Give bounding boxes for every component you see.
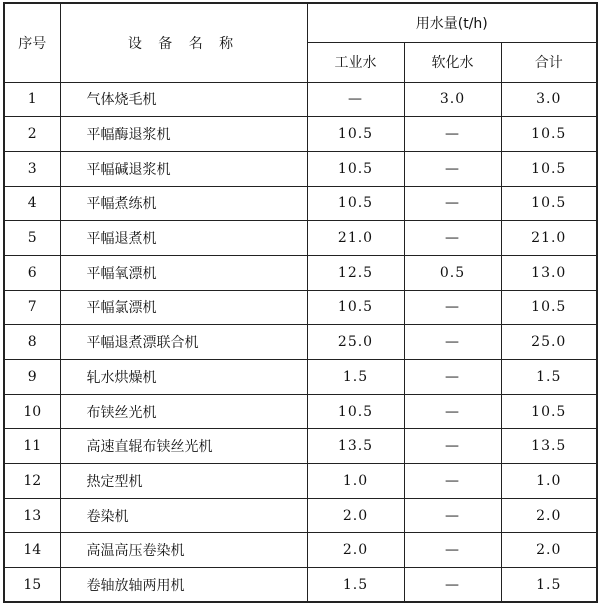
industrial-water-value: 10.5 <box>307 151 404 186</box>
equipment-name: 卷染机 <box>60 498 307 533</box>
softened-water-value: 3.0 <box>404 82 501 117</box>
row-number: 9 <box>4 360 60 395</box>
total-value: 10.5 <box>501 117 597 152</box>
industrial-water-value: — <box>307 82 404 117</box>
industrial-water-value: 2.0 <box>307 533 404 568</box>
table-row <box>4 394 597 429</box>
total-value: 10.5 <box>501 151 597 186</box>
equipment-name: 平幅酶退浆机 <box>60 117 307 152</box>
equipment-name: 卷轴放轴两用机 <box>60 568 307 603</box>
equipment-name: 平幅煮练机 <box>60 186 307 221</box>
industrial-water-value: 10.5 <box>307 290 404 325</box>
table-row <box>4 186 597 221</box>
table-row <box>4 290 597 325</box>
softened-water-value: — <box>404 394 501 429</box>
industrial-water-value: 25.0 <box>307 325 404 360</box>
equipment-name: 高速直辊布铗丝光机 <box>60 429 307 464</box>
equipment-name: 平幅退煮漂联合机 <box>60 325 307 360</box>
row-number: 10 <box>4 394 60 429</box>
total-value: 10.5 <box>501 394 597 429</box>
softened-water-value: — <box>404 533 501 568</box>
table-row <box>4 360 597 395</box>
total-value: 1.0 <box>501 464 597 499</box>
industrial-water-value: 10.5 <box>307 117 404 152</box>
total-value: 10.5 <box>501 186 597 221</box>
table-row <box>4 151 597 186</box>
softened-water-value: 0.5 <box>404 255 501 290</box>
table-row <box>4 498 597 533</box>
total-value: 21.0 <box>501 221 597 256</box>
softened-water-value: — <box>404 568 501 603</box>
industrial-water-value: 10.5 <box>307 394 404 429</box>
softened-water-value: — <box>404 186 501 221</box>
row-number: 5 <box>4 221 60 256</box>
table-row <box>4 221 597 256</box>
total-value: 1.5 <box>501 360 597 395</box>
header-softened-water: 软化水 <box>404 42 501 82</box>
row-number: 7 <box>4 290 60 325</box>
table-body <box>4 82 597 602</box>
table-row <box>4 117 597 152</box>
water-usage-table <box>3 2 598 603</box>
header-no: 序号 <box>4 3 60 82</box>
total-value: 2.0 <box>501 533 597 568</box>
industrial-water-value: 10.5 <box>307 186 404 221</box>
table-row <box>4 429 597 464</box>
softened-water-value: — <box>404 221 501 256</box>
equipment-name: 布铗丝光机 <box>60 394 307 429</box>
row-number: 3 <box>4 151 60 186</box>
header-industrial-water: 工业水 <box>307 42 404 82</box>
table-row <box>4 568 597 603</box>
industrial-water-value: 1.0 <box>307 464 404 499</box>
row-number: 8 <box>4 325 60 360</box>
table-row <box>4 464 597 499</box>
industrial-water-value: 21.0 <box>307 221 404 256</box>
row-number: 13 <box>4 498 60 533</box>
row-number: 15 <box>4 568 60 603</box>
header-total: 合计 <box>501 42 597 82</box>
total-value: 13.5 <box>501 429 597 464</box>
softened-water-value: — <box>404 151 501 186</box>
softened-water-value: — <box>404 290 501 325</box>
equipment-name: 平幅退煮机 <box>60 221 307 256</box>
table-row <box>4 82 597 117</box>
row-number: 12 <box>4 464 60 499</box>
industrial-water-value: 13.5 <box>307 429 404 464</box>
softened-water-value: — <box>404 498 501 533</box>
equipment-name: 平幅氧漂机 <box>60 255 307 290</box>
softened-water-value: — <box>404 117 501 152</box>
equipment-name: 平幅碱退浆机 <box>60 151 307 186</box>
total-value: 1.5 <box>501 568 597 603</box>
total-value: 3.0 <box>501 82 597 117</box>
row-number: 11 <box>4 429 60 464</box>
header-water-usage: 用水量(t/h) <box>307 3 597 42</box>
equipment-name: 热定型机 <box>60 464 307 499</box>
total-value: 10.5 <box>501 290 597 325</box>
equipment-name: 轧水烘燥机 <box>60 360 307 395</box>
industrial-water-value: 1.5 <box>307 360 404 395</box>
table-row <box>4 325 597 360</box>
row-number: 1 <box>4 82 60 117</box>
equipment-name: 平幅氯漂机 <box>60 290 307 325</box>
table-row <box>4 533 597 568</box>
equipment-name: 高温高压卷染机 <box>60 533 307 568</box>
row-number: 4 <box>4 186 60 221</box>
softened-water-value: — <box>404 464 501 499</box>
equipment-name: 气体烧毛机 <box>60 82 307 117</box>
industrial-water-value: 12.5 <box>307 255 404 290</box>
row-number: 2 <box>4 117 60 152</box>
header-equipment-name: 设 备 名 称 <box>60 3 307 82</box>
softened-water-value: — <box>404 325 501 360</box>
row-number: 14 <box>4 533 60 568</box>
total-value: 2.0 <box>501 498 597 533</box>
industrial-water-value: 2.0 <box>307 498 404 533</box>
softened-water-value: — <box>404 360 501 395</box>
total-value: 13.0 <box>501 255 597 290</box>
total-value: 25.0 <box>501 325 597 360</box>
row-number: 6 <box>4 255 60 290</box>
table-row <box>4 255 597 290</box>
softened-water-value: — <box>404 429 501 464</box>
industrial-water-value: 1.5 <box>307 568 404 603</box>
